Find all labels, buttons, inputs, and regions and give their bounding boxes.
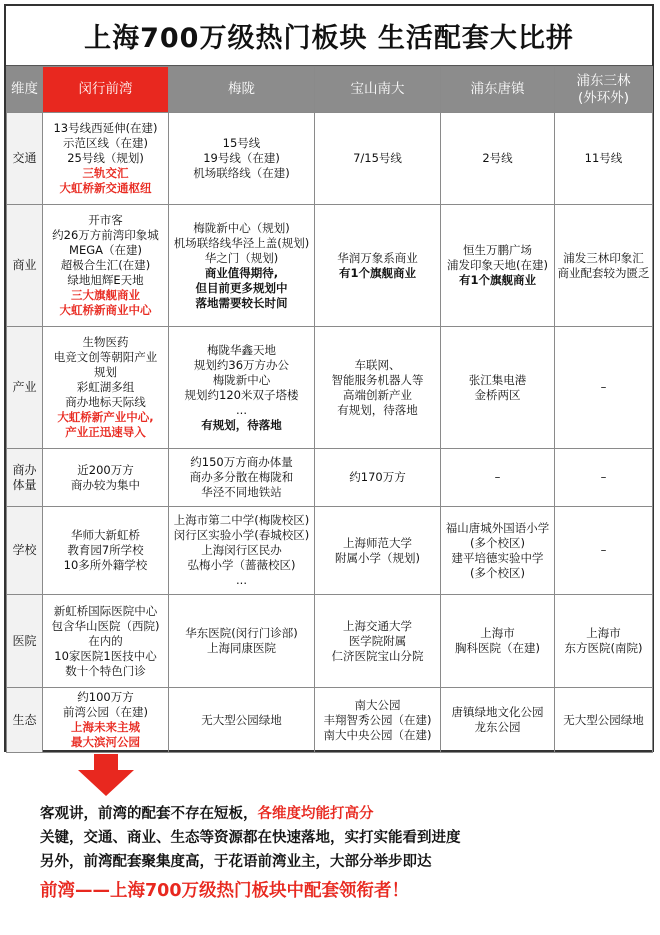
cell-baoshan (315, 507, 441, 595)
dimension-label: 商业 (12, 258, 37, 272)
cell-meilong (169, 595, 315, 688)
cell-line: 华泾不同地铁站 (201, 485, 282, 499)
table-row (7, 507, 653, 595)
cell-line: 有1个旗舰商业 (458, 273, 536, 287)
cell-qianwan (43, 327, 169, 449)
cell-line: 车联网、 (354, 357, 401, 372)
cell-line: 上海同康医院 (207, 641, 276, 655)
cell-line: 福山唐城外国语小学 (445, 520, 550, 535)
cell-line: 上海师范大学 (343, 535, 412, 550)
cell-line: 高端创新产业 (343, 387, 412, 402)
cell-line: 建平培德实验中学 (451, 550, 544, 565)
cell-tangzhen (441, 327, 555, 449)
cell-line: 数十个特色门诊 (65, 663, 146, 678)
dimension-label: 医院 (12, 633, 37, 648)
cell-line: 近200万方 (77, 462, 134, 477)
row-dimension (7, 113, 43, 205)
cell-line: 上海未来主城 (71, 720, 140, 734)
header-text: 浦东唐镇 (470, 81, 525, 97)
cell-line: 上海市 (586, 626, 621, 640)
dimension-label: 商办 (12, 462, 37, 477)
cell-line: 包含华山医院（西院) (51, 618, 160, 633)
cell-baoshan (315, 205, 441, 327)
cell-line: 华东医院(闵行门诊部) (185, 626, 298, 640)
cell-tangzhen (441, 449, 555, 507)
row-dimension (7, 205, 43, 327)
cell-line: 大虹桥新产业中心, (57, 410, 154, 424)
cell-line: 无大型公园绿地 (201, 712, 282, 727)
cell-line: 在内的 (88, 633, 123, 648)
comparison-frame (4, 4, 654, 752)
cell-line: 仁济医院宝山分院 (331, 648, 424, 663)
cell-line: 机场联络线（在建) (193, 166, 290, 180)
cell-line: 上海市第二中学(梅陇校区) (173, 513, 310, 527)
cell-meilong (169, 113, 315, 205)
cell-line: 智能服务机器人等 (331, 372, 424, 387)
summary-conclusion: 前湾——上海700万级热门板块中配套领衔者！ (40, 881, 410, 901)
cell-line: – (600, 380, 607, 394)
cell-line: 金桥两区 (474, 387, 521, 402)
cell-line: 浦发三林印象汇 (563, 250, 644, 265)
cell-line: 示范区线（在建) (63, 136, 148, 150)
cell-line: 恒生万鹏广场 (463, 243, 532, 257)
cell-line: 东方医院(南院) (564, 641, 643, 655)
header-text: 闵行前湾 (78, 81, 133, 97)
cell-line: 开市客 (88, 213, 123, 227)
cell-line: 超极合生汇(在建) (60, 258, 151, 272)
cell-line: 15号线 (222, 136, 261, 150)
cell-tangzhen (441, 688, 555, 753)
page-title: 上海700万级热门板块 生活配套大比拼 (6, 6, 652, 66)
cell-line: 上海市 (480, 626, 515, 640)
cell-line: ... (236, 402, 247, 417)
cell-line: 商办多分散在梅陇和 (189, 470, 294, 484)
cell-tangzhen (441, 205, 555, 327)
cell-sanlin (555, 327, 653, 449)
cell-line: 商办较为集中 (71, 477, 140, 492)
cell-line: 新虹桥国际医院中心 (53, 603, 158, 618)
table-row (7, 688, 653, 753)
cell-line: 有规划，待落地 (201, 417, 282, 432)
header-col-baoshan (315, 67, 441, 113)
cell-sanlin (555, 595, 653, 688)
header-text: (外环外) (577, 89, 630, 106)
cell-line: 浦发印象天地(在建) (447, 258, 548, 272)
row-dimension (7, 327, 43, 449)
cell-line: 约170万方 (349, 470, 406, 484)
cell-line: 商办地标天际线 (65, 395, 146, 409)
cell-qianwan (43, 205, 169, 327)
table-row (7, 113, 653, 205)
cell-baoshan (315, 595, 441, 688)
cell-line: 规划 (94, 365, 117, 379)
cell-sanlin (555, 113, 653, 205)
table-row (7, 595, 653, 688)
cell-line: 华师大新虹桥 (71, 528, 140, 542)
dimension-label: 交通 (12, 151, 37, 165)
cell-tangzhen (441, 113, 555, 205)
header-col-meilong (169, 67, 315, 113)
cell-line: 产业正迅速导入 (65, 425, 146, 439)
cell-sanlin (555, 688, 653, 753)
cell-line: 但目前更多规划中 (195, 280, 288, 295)
cell-line: 附属小学（规划) (335, 550, 420, 565)
cell-line: 南大公园 (354, 697, 401, 712)
cell-line: 大虹桥新商业中心 (59, 303, 152, 317)
cell-line: 19号线（在建) (203, 151, 280, 165)
cell-line: 大虹桥新交通枢纽 (59, 181, 152, 195)
cell-line: 无大型公园绿地 (563, 712, 644, 727)
row-dimension (7, 449, 43, 507)
summary-line-1-highlight: 各维度均能打高分 (257, 806, 374, 822)
cell-sanlin (555, 205, 653, 327)
cell-qianwan (43, 595, 169, 688)
comparison-table (6, 66, 653, 753)
header-dimension: 维度 (7, 67, 43, 113)
cell-line: 南大中央公园（在建) (323, 727, 432, 742)
cell-line: 绿地旭辉E天地 (67, 273, 144, 287)
table-row (7, 327, 653, 449)
cell-line: 龙东公园 (474, 720, 521, 734)
cell-line: 约26万方前湾印象城 (52, 228, 159, 242)
cell-line: – (600, 470, 607, 484)
cell-tangzhen (441, 507, 555, 595)
cell-baoshan (315, 449, 441, 507)
cell-meilong (169, 449, 315, 507)
header-text: 梅陇 (228, 81, 255, 97)
cell-line: 约100万方 (77, 690, 134, 704)
header-col-qianwan (43, 67, 169, 113)
cell-line: 生物医药 (82, 335, 129, 349)
cell-line: 13号线西延伸(在建) (53, 121, 158, 135)
cell-line: 华润万象系商业 (337, 250, 418, 265)
cell-line: 梅陇新中心 (212, 372, 271, 387)
cell-qianwan (43, 449, 169, 507)
cell-tangzhen (441, 595, 555, 688)
row-dimension (7, 688, 43, 753)
cell-sanlin (555, 507, 653, 595)
dimension-label: 生态 (12, 712, 37, 727)
cell-line: 三轨交汇 (82, 166, 129, 180)
row-dimension (7, 507, 43, 595)
cell-line: 张江集电港 (468, 372, 527, 387)
cell-line: 11号线 (584, 151, 623, 165)
cell-line: 闵行区实验小学(春城校区) (173, 528, 310, 542)
cell-line: 唐镇绿地文化公园 (451, 705, 544, 719)
cell-baoshan (315, 327, 441, 449)
cell-line: 彩虹湖多组 (76, 380, 135, 394)
header-text: 浦东三林 (576, 72, 631, 89)
cell-line: 规划约36万方办公 (193, 357, 290, 372)
cell-line: – (600, 543, 607, 557)
dimension-label: 学校 (12, 543, 37, 557)
cell-sanlin (555, 449, 653, 507)
cell-line: 有规划，待落地 (337, 402, 418, 417)
cell-qianwan (43, 688, 169, 753)
cell-line: 落地需要较长时间 (195, 295, 288, 310)
cell-line: 10多所外籍学校 (63, 558, 148, 572)
dimension-label: 体量 (12, 477, 37, 492)
cell-line: 教育园7所学校 (67, 543, 144, 557)
cell-meilong (169, 327, 315, 449)
cell-meilong (169, 507, 315, 595)
cell-line: 25号线（规划) (67, 151, 144, 165)
table-row (7, 449, 653, 507)
cell-line: 商业值得期待, (204, 265, 279, 280)
row-dimension (7, 595, 43, 688)
cell-line: 约150万方商办体量 (190, 455, 293, 469)
cell-baoshan (315, 688, 441, 753)
header-col-tangzhen (441, 67, 555, 113)
cell-line: ... (236, 573, 247, 587)
cell-line: 10家医院1医技中心 (54, 648, 157, 663)
cell-line: 有1个旗舰商业 (338, 265, 416, 280)
cell-meilong (169, 688, 315, 753)
cell-line: (多个校区) (470, 535, 525, 550)
table-body (7, 113, 653, 753)
cell-line: 华之门（规划) (204, 250, 279, 265)
table-row (7, 205, 653, 327)
cell-line: 胸科医院（在建) (455, 641, 540, 655)
summary-line-1-text: 客观讲，前湾的配套不存在短板， (40, 806, 258, 822)
cell-line: 2号线 (482, 151, 513, 165)
cell-line: 前湾公园（在建) (63, 705, 148, 719)
cell-line: 7/15号线 (353, 151, 402, 165)
cell-qianwan (43, 507, 169, 595)
cell-line: 上海闵行区民办 (201, 543, 282, 557)
cell-baoshan (315, 113, 441, 205)
cell-line: 商业配套较为匮乏 (557, 265, 650, 280)
dimension-label: 产业 (12, 380, 37, 394)
cell-line: 丰翔智秀公园（在建) (323, 712, 432, 727)
cell-meilong (169, 205, 315, 327)
summary-line-3: 另外，前湾配套聚集度高，于花语前湾业主，大部分举步即达 (40, 854, 432, 870)
header-col-sanlin (555, 67, 653, 113)
cell-line: 上海交通大学 (343, 618, 412, 633)
cell-line: 弘梅小学（蔷薇校区) (187, 558, 296, 572)
cell-qianwan (43, 113, 169, 205)
down-arrow-icon (78, 754, 134, 796)
cell-line: MEGA（在建) (69, 243, 142, 257)
summary-block (40, 802, 640, 906)
cell-line: 梅陇新中心（规划) (193, 220, 290, 235)
summary-line-2: 关键，交通、商业、生态等资源都在快速落地，实打实能看到进度 (40, 830, 461, 846)
cell-line: 规划约120米双子塔楼 (184, 387, 299, 402)
cell-line: (多个校区) (470, 565, 525, 580)
cell-line: – (494, 470, 501, 484)
cell-line: 电竞文创等朝阳产业 (53, 350, 158, 364)
header-text: 宝山南大 (350, 81, 405, 97)
cell-line: 梅陇华鑫天地 (207, 342, 276, 357)
cell-line: 最大滨河公园 (71, 735, 140, 749)
header-row (7, 67, 653, 113)
cell-line: 三大旗舰商业 (71, 288, 140, 302)
cell-line: 医学院附属 (348, 633, 407, 648)
summary-line-1 (40, 802, 640, 826)
cell-line: 机场联络线华泾上盖(规划) (173, 235, 310, 250)
